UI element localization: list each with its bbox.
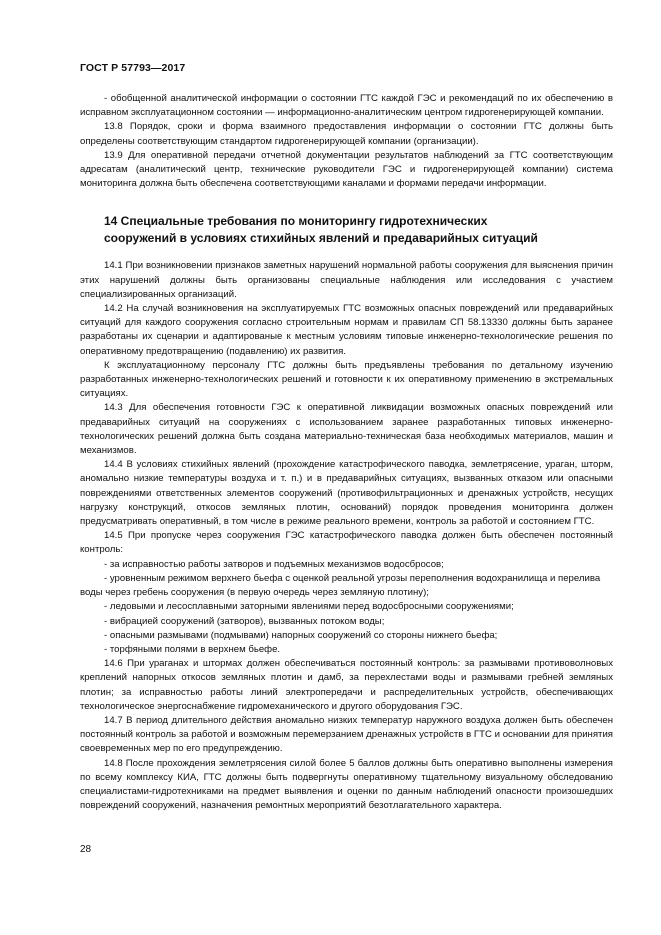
list-item: - опасными размывами (подмывами) напорных сооружений со стороны нижнего бьефа; xyxy=(104,629,498,641)
paragraph: 14.1 При возникновении признаков заметных нарушений нормальной работы сооружения для выяснения причин этих нарушений должны быть организованы специальные наблюдения или исследования с участием специализированных организаций. xyxy=(80,260,613,300)
list-item: - ледовыми и лесосплавными заторными явлениями перед водосбросными сооружениями; xyxy=(104,601,514,613)
page-number: 28 xyxy=(80,844,92,855)
list-item: - за исправностью работы затворов и подъемных механизмов водосбросов; xyxy=(104,558,444,570)
paragraph: 14.4 В условиях стихийных явлений (прохождение катастрофического паводка, землетрясение, ураган, шторм, аномально низкие температуры воздуха и т. п.) и в предаварийных ситуациях, вызванных отказом или опасными повреждениями ответственных элементов сооружений (противофильтрационных и дренажных устройств, несущих нагрузку конструкций, откосов земляных плотин, оснований) порядок проведения мониторинга должен предусматривать оперативный, в том числе в режиме реального времени, контроль за работой и состоянием ГТС. xyxy=(80,459,613,528)
section-heading-line-1: 14 Специальные требования по мониторингу гидротехнических xyxy=(104,214,488,229)
paragraph: 14.6 При ураганах и штормах должен обеспечиваться постоянный контроль: за размывами противоволновых креплений напорных откосов земляных плотин и дамб, за перехлестами воды и размывами гребней земляных плотин; за исправностью работы линий электропередачи и распределительных устройств, обеспечивающих технологическое энергоснабжение гидромеханического и другого оборудования ГЭС. xyxy=(80,658,613,712)
section-heading xyxy=(80,213,613,247)
section-heading-line-2: сооружений в условиях стихийных явлений и предаварийных ситуаций xyxy=(104,231,538,246)
paragraph: - обобщенной аналитической информации о состоянии ГТС каждой ГЭС и рекомендаций по их обеспечению в исправном эксплуатационном состоянии — информационно-аналитическим центром гидрогенерирующей компании. xyxy=(80,93,613,119)
paragraph: 14.8 После прохождения землетрясения силой более 5 баллов должны быть оперативно выполнены измерения по всему комплексу КИА, ГТС должны быть подвергнуты оперативному тщательному визуальному обследованию специалистами-гидротехниками на предмет выявления и оценки по данным наблюдений опасности произошедших повреждений сооружений, назначения ремонтных мероприятий безотлагательного характера. xyxy=(80,757,613,812)
paragraph: 14.3 Для обеспечения готовности ГЭС к оперативной ликвидации возможных опасных повреждений или предаварийных ситуаций на сооружениях с использованием заранее разработанных типовых инженерно-технологических решений должна быть создана материально-техническая база необходимых материалов, машин и механизмов. xyxy=(80,402,613,457)
list-item: - торфяными полями в верхнем бьефе. xyxy=(104,643,281,655)
paragraph: 13.8 Порядок, сроки и форма взаимного предоставления информации о состоянии ГТС должны быть определены соответствующим стандартом гидрогенерирующей компании (организации). xyxy=(80,121,613,147)
page-content xyxy=(80,92,613,813)
paragraph: 13.9 Для оперативной передачи отчетной документации результатов наблюдений за ГТС соответствующим адресатам (аналитический центр, технические руководители ГЭС и гидрогенерирующей компании) система мониторинга должна быть обеспечена соответствующими каналами и формами передачи информации. xyxy=(80,149,613,190)
paragraph: 14.5 При пропуске через сооружения ГЭС катастрофического паводка должен быть обеспечен постоянный контроль: xyxy=(80,530,613,556)
paragraph: К эксплуатационному персоналу ГТС должны быть предъявлены требования по детальному изучению разработанных инженерно-технологических решений и готовности к их оперативному применению в экстремальных ситуациях. xyxy=(80,359,613,400)
list-item: - уровненным режимом верхнего бьефа с оценкой реальной угрозы переполнения водохранилища и перелива воды через гребень сооружения (в первую очередь через земляную плотину); xyxy=(80,572,601,599)
paragraph: 14.2 На случай возникновения на эксплуатируемых ГТС возможных опасных повреждений или предаварийных ситуаций для каждого сооружения согласно строительным нормам и правилам СП 58.13330 должны быть заранее разработаны их сценарии и адаптированые к местным условиям типовые инженерно-технологические решения по оперативному предотвращению (подавлению) их развития. xyxy=(80,303,613,357)
document-code-header: ГОСТ Р 57793—2017 xyxy=(80,62,186,74)
paragraph: 14.7 В период длительного действия аномально низких температур наружного воздуха должен быть обеспечен постоянный контроль за работой и возможным перемерзанием дренажных устройств в ГТС и основании для принятия своевременных мер по его предупреждению. xyxy=(80,714,613,755)
list-item: - вибрацией сооружений (затворов), вызванных потоком воды; xyxy=(104,615,385,627)
